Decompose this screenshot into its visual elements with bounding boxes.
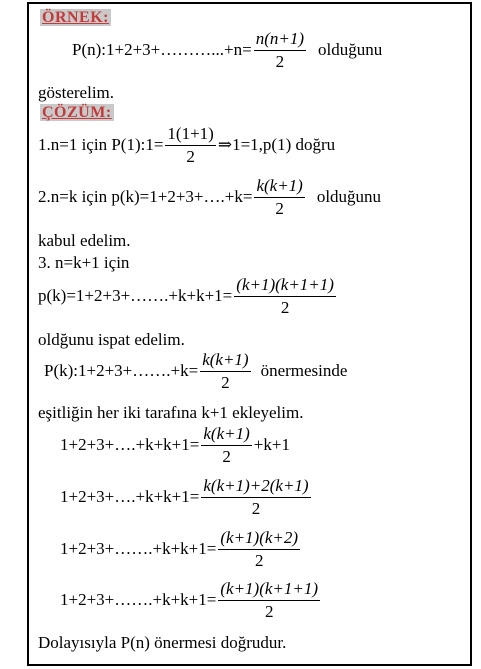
equation3-line: [60, 529, 302, 570]
conclusion: Dolayısıyla P(n) önermesi doğrudur.: [38, 633, 287, 652]
step2-line: [38, 177, 381, 218]
equation1-line: [60, 425, 290, 466]
step3-left: p(k)=1+2+3+…….+k+k+1=: [38, 286, 233, 306]
step1-left: 1.n=1 için P(1):1=: [38, 135, 164, 155]
statement-left: P(n):1+2+3+………...+n=: [72, 40, 252, 60]
step1-fraction: [165, 125, 215, 166]
equation3-numerator: (k+1)(k+2): [220, 528, 299, 547]
equation1-left: 1+2+3+….+k+k+1=: [60, 435, 200, 455]
solution-heading-label: ÇÖZÜM:: [42, 104, 112, 121]
step3-numerator: (k+1)(k+1+1): [236, 275, 334, 294]
equation4-fraction: [218, 580, 320, 621]
step3-denominator: 2: [234, 296, 336, 317]
equation1-fraction: [201, 425, 251, 466]
step3-continuation: oldğunu ispat edelim.: [38, 330, 185, 349]
example-heading-label: ÖRNEK:: [42, 9, 109, 26]
step3-line: [38, 276, 338, 317]
step2-numerator: k(k+1): [256, 176, 303, 195]
example-heading: [40, 8, 111, 26]
equation4-line: [60, 580, 322, 621]
equation3-fraction: [218, 529, 300, 570]
equation1-numerator: k(k+1): [203, 424, 250, 443]
step2-right: olduğunu: [316, 187, 382, 207]
equation2-denominator: 2: [201, 497, 310, 518]
equation2-fraction: [201, 477, 310, 518]
statement-continuation: gösterelim.: [38, 83, 115, 102]
step2-left: 2.n=k için p(k)=1+2+3+….+k=: [38, 187, 253, 207]
statement-numerator: n(n+1): [255, 29, 304, 48]
step1-right: ⇒1=1,p(1) doğru: [217, 135, 336, 155]
equation4-denominator: 2: [218, 600, 320, 621]
pk-line: [44, 351, 347, 392]
equation2-left: 1+2+3+….+k+k+1=: [60, 487, 200, 507]
step1-numerator: 1(1+1): [167, 124, 214, 143]
equation4-left: 1+2+3+…….+k+k+1=: [60, 590, 217, 610]
equation1-right: +k+1: [253, 435, 290, 455]
step3-fraction: [234, 276, 336, 317]
statement-fraction: [254, 30, 306, 71]
equation3-left: 1+2+3+…….+k+k+1=: [60, 539, 217, 559]
pk-left: P(k):1+2+3+…….+k=: [44, 361, 199, 381]
step2-continuation: kabul edelim.: [38, 231, 131, 250]
statement-denominator: 2: [254, 50, 306, 71]
statement-line: [72, 30, 382, 71]
equation3-denominator: 2: [218, 549, 300, 570]
pk-continuation: eşitliğin her iki tarafına k+1 ekleyelim.: [38, 403, 304, 422]
solution-heading: [40, 103, 114, 121]
pk-denominator: 2: [200, 371, 250, 392]
step1-denominator: 2: [165, 145, 215, 166]
pk-numerator: k(k+1): [202, 350, 249, 369]
pk-right: önermesinde: [260, 361, 348, 381]
equation2-numerator: k(k+1)+2(k+1): [203, 476, 309, 495]
step3-title: 3. n=k+1 için: [38, 253, 130, 272]
equation4-numerator: (k+1)(k+1+1): [220, 579, 319, 598]
step2-fraction: [254, 177, 304, 218]
equation1-denominator: 2: [201, 445, 251, 466]
pk-fraction: [200, 351, 250, 392]
step1-line: [38, 125, 335, 166]
statement-right: olduğunu: [317, 40, 383, 60]
step2-denominator: 2: [254, 197, 304, 218]
equation2-line: [60, 477, 313, 518]
